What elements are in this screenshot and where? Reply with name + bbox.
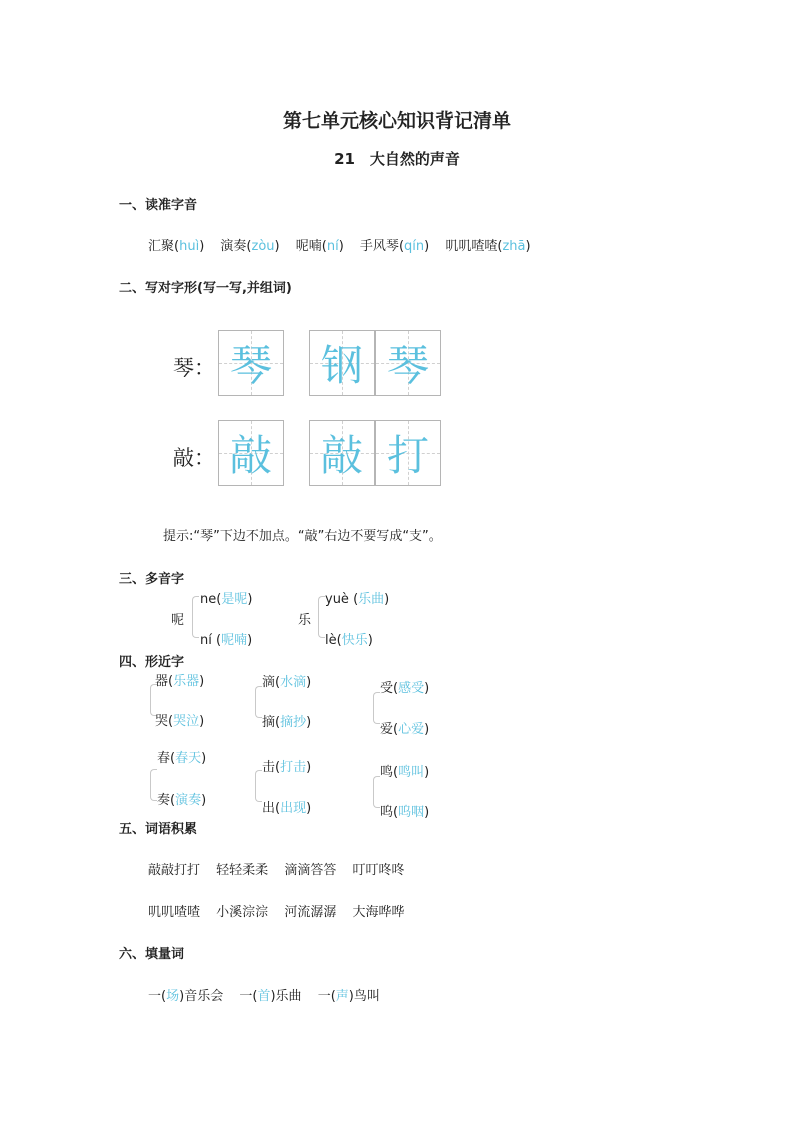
writing-grid: 钢 xyxy=(309,330,375,396)
vocabulary-word: 河流潺潺 xyxy=(284,905,337,920)
similar-char-pair-bottom: 奏(演奏) xyxy=(157,793,207,808)
section-heading-vocabulary: 五、词语积累 xyxy=(119,822,198,837)
brace xyxy=(255,686,262,718)
writing-grid: 敲 xyxy=(309,420,375,486)
pinyin-item: 叽叽喳喳(zhā) xyxy=(445,239,531,254)
reference-char-qiao: 敲： xyxy=(173,446,215,470)
similar-char-pair-bottom: 出(出现) xyxy=(262,801,312,816)
section-heading-similar: 四、形近字 xyxy=(119,655,185,670)
similar-char-pair-bottom: 爱(心爱) xyxy=(380,722,430,737)
measure-word-item: 一(首)乐曲 xyxy=(239,989,302,1004)
similar-char-pair-top: 器(乐器) xyxy=(155,674,205,689)
polyphone-reading: ne(是呢) xyxy=(200,592,253,607)
brace xyxy=(318,596,325,638)
similar-char-pair-bottom: 呜(呜咽) xyxy=(380,805,430,820)
vocabulary-word: 敲敲打打 xyxy=(148,863,201,878)
similar-char-pair-top: 受(感受) xyxy=(380,681,430,696)
brace xyxy=(255,770,262,802)
vocabulary-word: 叮叮咚咚 xyxy=(352,863,405,878)
similar-char-pair-top: 春(春天) xyxy=(157,751,207,766)
similar-char-pair-top: 滴(水滴) xyxy=(262,675,312,690)
reference-char-qin: 琴： xyxy=(173,356,215,380)
writing-hint: 提示:“琴”下边不加点。“敲”右边不要写成“支”。 xyxy=(163,529,442,544)
measure-word-item: 一(声)鸟叫 xyxy=(317,989,380,1004)
lesson-title: 21 大自然的声音 xyxy=(334,150,460,168)
polyphone-reading: lè(快乐) xyxy=(325,633,373,648)
similar-char-pair-top: 击(打击) xyxy=(262,760,312,775)
writing-grid: 琴 xyxy=(218,330,284,396)
polyphone-char: 呢 xyxy=(171,613,185,628)
section-heading-polyphones: 三、多音字 xyxy=(119,572,185,587)
writing-grid: 敲 xyxy=(218,420,284,486)
pinyin-item: 演奏(zòu) xyxy=(220,239,280,254)
polyphone-reading: ní (呢喃) xyxy=(200,633,253,648)
brace xyxy=(373,692,380,724)
brace xyxy=(373,776,380,808)
polyphone-reading: yuè (乐曲) xyxy=(325,592,390,607)
writing-grid: 打 xyxy=(375,420,441,486)
measure-word-item: 一(场)音乐会 xyxy=(148,989,224,1004)
section-heading-measure-words: 六、填量词 xyxy=(119,947,185,962)
vocabulary-word: 小溪淙淙 xyxy=(216,905,269,920)
vocabulary-word: 叽叽喳喳 xyxy=(148,905,201,920)
section-heading-pronunciation: 一、读准字音 xyxy=(119,198,198,213)
polyphone-char: 乐 xyxy=(298,613,312,628)
similar-char-pair-bottom: 摘(摘抄) xyxy=(262,715,312,730)
pinyin-item: 呢喃(ní) xyxy=(295,239,344,254)
measure-word-row xyxy=(148,985,380,1004)
pinyin-line xyxy=(148,235,531,254)
writing-grid: 琴 xyxy=(375,330,441,396)
vocabulary-row xyxy=(148,859,404,878)
pinyin-item: 汇聚(huì) xyxy=(148,239,205,254)
brace xyxy=(192,596,199,638)
vocabulary-word: 大海哗哗 xyxy=(352,905,405,920)
vocabulary-word: 滴滴答答 xyxy=(284,863,337,878)
pinyin-item: 手风琴(qín) xyxy=(359,239,430,254)
brace xyxy=(150,769,157,801)
vocabulary-row xyxy=(148,901,404,920)
page-title: 第七单元核心知识背记清单 xyxy=(282,110,511,132)
similar-char-pair-top: 鸣(鸣叫) xyxy=(380,765,430,780)
section-heading-writing: 二、写对字形(写一写,并组词) xyxy=(119,281,292,296)
similar-char-pair-bottom: 哭(哭泣) xyxy=(155,714,205,729)
vocabulary-word: 轻轻柔柔 xyxy=(216,863,269,878)
